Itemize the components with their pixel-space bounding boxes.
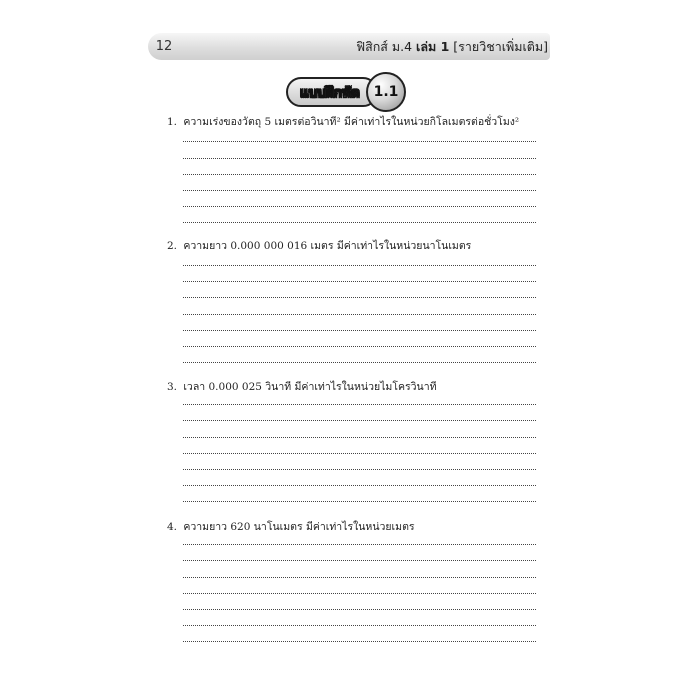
answer-line[interactable] (183, 206, 536, 207)
question-number: 3. (167, 381, 178, 393)
question-3 (167, 378, 437, 395)
question-4 (167, 518, 415, 535)
volume-label: เล่ม 1 (416, 38, 450, 54)
answer-line[interactable] (183, 158, 536, 159)
page-number: 12 (155, 39, 173, 54)
subject-label: ฟิสิกส์ ม.4 (356, 38, 413, 54)
answer-line[interactable] (183, 485, 536, 486)
answer-line[interactable] (183, 314, 536, 315)
question-number: 1. (167, 116, 178, 128)
answer-line[interactable] (183, 141, 536, 142)
answer-line[interactable] (183, 362, 536, 363)
answer-line[interactable] (183, 469, 536, 470)
exercise-title-pill (286, 77, 378, 107)
answer-line[interactable] (183, 297, 536, 298)
course-type-label: [รายวิชาเพิ่มเติม] (453, 38, 548, 54)
answer-line[interactable] (183, 501, 536, 502)
answer-line[interactable] (183, 281, 536, 282)
answer-line[interactable] (183, 174, 536, 175)
answer-line[interactable] (183, 593, 536, 594)
question-text: ความยาว 620 นาโนเมตร มีค่าเท่าไรในหน่วยเมตร (183, 521, 415, 533)
question-text: เวลา 0.000 025 วินาที มีค่าเท่าไรในหน่วยไมโครวินาที (183, 381, 437, 393)
exercise-number: 1.1 (373, 84, 399, 100)
question-number: 4. (167, 521, 178, 533)
answer-line[interactable] (183, 544, 536, 545)
answer-line[interactable] (183, 330, 536, 331)
question-number: 2. (167, 240, 178, 252)
exercise-badge (286, 72, 412, 112)
answer-line[interactable] (183, 222, 536, 223)
exercise-title: แบบฝึกหัด (300, 85, 360, 101)
answer-line[interactable] (183, 609, 536, 610)
exercise-number-circle (366, 72, 406, 112)
answer-line[interactable] (183, 265, 536, 266)
answer-line[interactable] (183, 420, 536, 421)
answer-line[interactable] (183, 625, 536, 626)
answer-line[interactable] (183, 453, 536, 454)
answer-line[interactable] (183, 437, 536, 438)
answer-line[interactable] (183, 190, 536, 191)
answer-line[interactable] (183, 346, 536, 347)
question-text: ความยาว 0.000 000 016 เมตร มีค่าเท่าไรในหน่วยนาโนเมตร (183, 240, 472, 252)
running-header (356, 33, 548, 60)
answer-line[interactable] (183, 641, 536, 642)
question-2 (167, 237, 471, 254)
answer-line[interactable] (183, 404, 536, 405)
question-text: ความเร่งของวัตถุ 5 เมตรต่อวินาที² มีค่าเท่าไรในหน่วยกิโลเมตรต่อชั่วโมง² (183, 116, 520, 128)
answer-line[interactable] (183, 560, 536, 561)
question-1 (167, 113, 519, 130)
answer-line[interactable] (183, 577, 536, 578)
